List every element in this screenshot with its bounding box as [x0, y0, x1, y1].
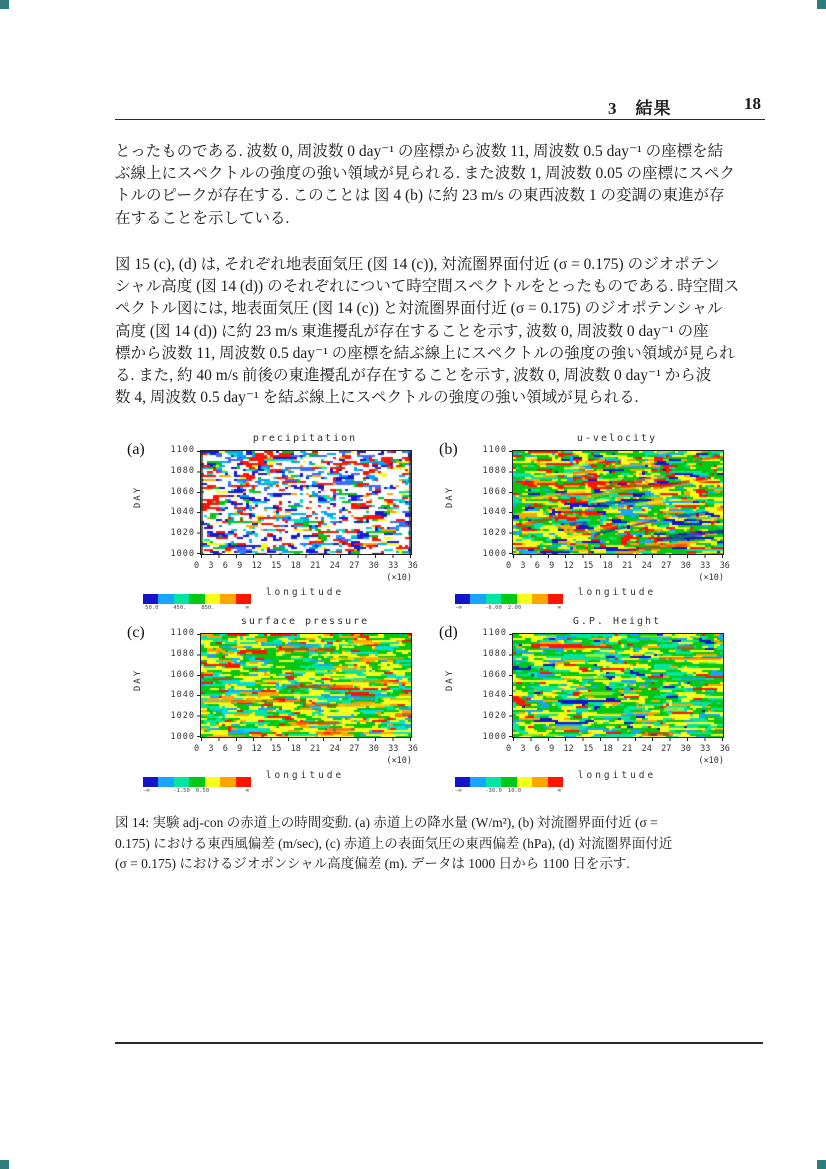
axis-tick: 1100 [482, 628, 507, 638]
axis-tick: 30 [680, 561, 691, 571]
colorbar-label: 850. [201, 605, 215, 611]
text-line: 標から波数 11, 周波数 0.5 day⁻¹ の座標を結ぶ線上にスペクトルの強度の強い領域が見られ [115, 344, 735, 362]
axis-tick: 9 [237, 561, 243, 571]
axis-tick: 24 [329, 561, 340, 571]
y-axis-label: DAY [445, 485, 456, 509]
axis-tick: 1060 [170, 486, 195, 497]
colorbar-gradient [455, 777, 563, 787]
colorbar-label: ∞ [557, 605, 561, 611]
corner-mark [0, 0, 9, 9]
axis-tick: 1000 [482, 548, 507, 559]
hovmoller-plot [200, 633, 412, 738]
colorbar [143, 777, 251, 799]
colorbar-label: 0.50 [195, 788, 210, 794]
axis-tick: 18 [290, 561, 301, 571]
axis-tick: 12 [563, 744, 574, 754]
colorbar-segment [236, 777, 251, 787]
axis-tick: 0 [194, 744, 200, 754]
colorbar-label: -1.50 [173, 788, 190, 794]
axis-tick: 30 [680, 744, 691, 754]
colorbar-labels [455, 604, 563, 612]
colorbar-gradient [455, 594, 563, 604]
axis-tick: 12 [563, 561, 574, 571]
axis-tick: 9 [237, 744, 243, 754]
colorbar-segment [455, 594, 470, 604]
colorbar-segment [486, 594, 501, 604]
axis-tick: 1040 [170, 507, 195, 518]
axis-tick: 15 [583, 561, 594, 571]
axis-tick: 6 [222, 561, 228, 571]
colorbar-segment [205, 594, 220, 604]
colorbar-segment [486, 777, 501, 787]
axis-tick: 21 [310, 744, 321, 754]
axis-tick: 12 [251, 744, 262, 754]
axis-tick: 1040 [170, 690, 195, 701]
text-line: 在することを示している. [115, 209, 290, 227]
colorbar-label: 50.0 [145, 605, 159, 611]
x-axis-ticks [506, 561, 730, 571]
x-axis-ticks [194, 561, 418, 571]
axis-tick: 36 [719, 744, 730, 754]
colorbar-segment [158, 594, 173, 604]
plot-image [513, 634, 723, 737]
axis-tick: 18 [290, 744, 301, 754]
colorbar-label: -∞ [455, 605, 462, 611]
hovmoller-plot [512, 633, 724, 738]
colorbar-segment [205, 777, 220, 787]
panel-label: (c) [127, 624, 145, 641]
text-line: シャル高度 (図 14 (d)) のそれぞれについて時空間スペクトルをとったものである. 時空間ス [115, 278, 740, 296]
axis-tick: 1100 [482, 445, 507, 455]
text-line: トルのピークが存在する. このことは 図 4 (b) に約 23 m/s の東西波数 1 の変調の東進が存 [115, 187, 725, 205]
colorbar-segment [236, 594, 251, 604]
axis-tick: 1020 [170, 528, 195, 539]
axis-tick: 36 [719, 561, 730, 571]
paragraph-2 [115, 254, 755, 409]
colorbar-label: -∞ [143, 788, 150, 794]
text-line: 図 15 (c), (d) は, それぞれ地表面気圧 (図 14 (c)), 対流圏界面付近 (σ = 0.175) のジオポテン [115, 256, 720, 273]
y-axis-ticks [151, 629, 195, 741]
axis-tick: 24 [641, 561, 652, 571]
panel-label: (d) [439, 624, 458, 641]
plot-image [513, 451, 723, 554]
colorbar-labels [455, 787, 563, 795]
colorbar-segment [501, 594, 516, 604]
axis-tick: 0 [506, 561, 512, 571]
colorbar-segment [174, 777, 189, 787]
x-axis-scale: (×10) [698, 756, 724, 766]
axis-tick: 0 [194, 561, 200, 571]
text-line: 数 4, 周波数 0.5 day⁻¹ を結ぶ線上にスペクトルの強度の強い領域が見られる. [115, 389, 639, 407]
axis-tick: 1020 [482, 528, 507, 539]
paragraph-1 [115, 141, 755, 230]
colorbar-labels [143, 787, 251, 795]
axis-tick: 3 [208, 744, 214, 754]
axis-tick: 1040 [482, 690, 507, 701]
axis-tick: 21 [310, 561, 321, 571]
colorbar-labels [143, 604, 251, 612]
axis-tick: 24 [329, 744, 340, 754]
page-number: 18 [744, 94, 761, 113]
header-rule [115, 119, 765, 120]
axis-tick: 36 [407, 561, 418, 571]
axis-tick: 27 [349, 744, 360, 754]
axis-tick: 6 [534, 744, 540, 754]
axis-tick: 30 [368, 744, 379, 754]
axis-tick: 1080 [482, 648, 507, 659]
x-axis-ticks [506, 744, 730, 754]
hovmoller-plot [200, 450, 412, 555]
axis-tick: 3 [208, 561, 214, 571]
axis-tick: 36 [407, 744, 418, 754]
plot-image [201, 634, 411, 737]
axis-tick: 21 [622, 561, 633, 571]
panel-title: u-velocity [576, 433, 658, 444]
axis-tick: 21 [622, 744, 633, 754]
panel-title: G.P. Height [572, 616, 662, 627]
axis-tick: 24 [641, 744, 652, 754]
colorbar-segment [220, 777, 235, 787]
axis-tick: 18 [602, 744, 613, 754]
colorbar-label: -30.0 [485, 788, 502, 794]
colorbar [143, 594, 251, 616]
figure-panel-a [125, 432, 433, 630]
colorbar-label: ∞ [245, 788, 249, 794]
colorbar-segment [189, 594, 204, 604]
figure-panel-b [437, 432, 745, 630]
colorbar-segment [143, 594, 158, 604]
x-axis-label: longitude [265, 587, 345, 598]
colorbar-segment [189, 777, 204, 787]
colorbar-label: 450. [173, 605, 187, 611]
colorbar-segment [470, 594, 485, 604]
colorbar [455, 777, 563, 799]
colorbar-segment [470, 777, 485, 787]
x-axis-label: longitude [577, 587, 657, 598]
colorbar-segment [143, 777, 158, 787]
axis-tick: 9 [549, 744, 555, 754]
text-line: 図 14: 実験 adj-con の赤道上の時間変動. (a) 赤道上の降水量 (W/m²), (b) 対流圏界面付近 (σ = [115, 815, 658, 830]
figure-panel-d [437, 615, 745, 813]
y-axis-ticks [463, 629, 507, 741]
axis-tick: 12 [251, 561, 262, 571]
axis-tick: 1060 [482, 669, 507, 680]
colorbar-label: 2.00 [507, 605, 522, 611]
axis-tick: 30 [368, 561, 379, 571]
x-axis-label: longitude [265, 770, 345, 781]
panel-label: (b) [439, 441, 458, 458]
axis-tick: 1100 [170, 628, 195, 638]
axis-tick: 1080 [170, 648, 195, 659]
colorbar-segment [220, 594, 235, 604]
panel-label: (a) [127, 441, 145, 458]
footer-rule [115, 1042, 763, 1044]
colorbar-segment [158, 777, 173, 787]
colorbar-segment [548, 594, 563, 604]
text-line: ぶ線上にスペクトルの強度の強い領域が見られる. また波数 1, 周波数 0.05 の座標にスペク [115, 165, 736, 183]
axis-tick: 1020 [170, 711, 195, 722]
x-axis-scale: (×10) [698, 573, 724, 583]
colorbar-gradient [143, 594, 251, 604]
y-axis-label: DAY [133, 485, 144, 509]
plot-image [201, 451, 411, 554]
axis-tick: 6 [534, 561, 540, 571]
y-axis-label: DAY [445, 668, 456, 692]
colorbar [455, 594, 563, 616]
x-axis-scale: (×10) [386, 756, 412, 766]
axis-tick: 27 [661, 744, 672, 754]
colorbar-label: -∞ [455, 788, 462, 794]
text-line: 高度 (図 14 (d)) に約 23 m/s 東進擾乱が存在することを示す, 波数 0, 周波数 0 day⁻¹ の座 [115, 322, 709, 340]
colorbar-segment [517, 594, 532, 604]
colorbar-label: ∞ [245, 605, 249, 611]
axis-tick: 27 [661, 561, 672, 571]
axis-tick: 0 [506, 744, 512, 754]
figure-panel-c [125, 615, 433, 813]
axis-tick: 15 [271, 744, 282, 754]
colorbar-segment [174, 594, 189, 604]
colorbar-segment [548, 777, 563, 787]
axis-tick: 3 [520, 561, 526, 571]
axis-tick: 1060 [170, 669, 195, 680]
x-axis-label: longitude [577, 770, 657, 781]
text-line: る. また, 約 40 m/s 前後の東進擾乱が存在することを示す, 波数 0, 周波数 0 day⁻¹ から波 [115, 367, 712, 385]
colorbar-label: ∞ [557, 788, 561, 794]
axis-tick: 1000 [170, 548, 195, 559]
colorbar-segment [532, 777, 547, 787]
x-axis-ticks [194, 744, 418, 754]
axis-tick: 33 [388, 561, 399, 571]
y-axis-ticks [463, 446, 507, 558]
axis-tick: 1060 [482, 486, 507, 497]
colorbar-segment [455, 777, 470, 787]
axis-tick: 1000 [170, 731, 195, 742]
axis-tick: 15 [583, 744, 594, 754]
axis-tick: 3 [520, 744, 526, 754]
axis-tick: 27 [349, 561, 360, 571]
axis-tick: 33 [700, 561, 711, 571]
text-line: 0.175) における東西風偏差 (m/sec), (c) 赤道上の表面気圧の東西偏差 (hPa), (d) 対流圏界面付近 [115, 835, 673, 851]
running-head-section: 3 結果 [608, 99, 672, 118]
axis-tick: 1100 [170, 445, 195, 455]
axis-tick: 1080 [170, 465, 195, 476]
colorbar-segment [501, 777, 516, 787]
figure-caption [115, 813, 755, 875]
axis-tick: 1000 [482, 731, 507, 742]
colorbar-label: -6.00 [485, 605, 502, 611]
colorbar-segment [517, 777, 532, 787]
corner-mark [817, 0, 826, 9]
text-line: とったものである. 波数 0, 周波数 0 day⁻¹ の座標から波数 11, 周波数 0.5 day⁻¹ の座標を結 [115, 143, 724, 160]
axis-tick: 18 [602, 561, 613, 571]
panel-title: precipitation [252, 433, 358, 444]
corner-mark [0, 1160, 9, 1169]
x-axis-scale: (×10) [386, 573, 412, 583]
axis-tick: 33 [700, 744, 711, 754]
text-line: (σ = 0.175) におけるジオポンシャル高度偏差 (m). データは 1000 日から 1100 日を示す. [115, 856, 630, 872]
axis-tick: 33 [388, 744, 399, 754]
axis-tick: 1080 [482, 465, 507, 476]
axis-tick: 9 [549, 561, 555, 571]
axis-tick: 1020 [482, 711, 507, 722]
colorbar-label: 10.0 [507, 788, 522, 794]
y-axis-label: DAY [133, 668, 144, 692]
panel-title: surface pressure [240, 616, 370, 627]
y-axis-ticks [151, 446, 195, 558]
axis-tick: 15 [271, 561, 282, 571]
colorbar-segment [532, 594, 547, 604]
colorbar-gradient [143, 777, 251, 787]
corner-mark [817, 1160, 826, 1169]
axis-tick: 6 [222, 744, 228, 754]
axis-tick: 1040 [482, 507, 507, 518]
hovmoller-plot [512, 450, 724, 555]
text-line: ペクトル図には, 地表面気圧 (図 14 (c)) と対流圏界面付近 (σ = 0.175) のジオポテンシャル [115, 300, 723, 318]
